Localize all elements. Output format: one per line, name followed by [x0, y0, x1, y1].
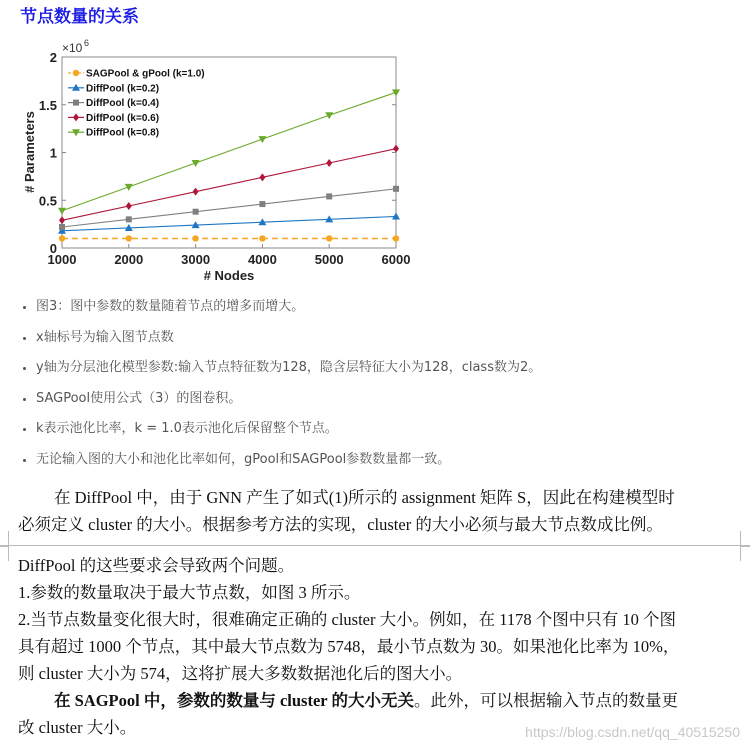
page-break-divider: [0, 545, 750, 546]
svg-text:DiffPool (k=0.8): DiffPool (k=0.8): [86, 127, 160, 139]
svg-text:5000: 5000: [314, 252, 344, 267]
paragraph-line: 1.参数的数量取决于最大节点数，如图 3 所示。: [18, 583, 361, 602]
svg-text:6000: 6000: [381, 252, 411, 267]
svg-text:1.5: 1.5: [38, 97, 57, 113]
page-corner-mark: [0, 546, 9, 561]
svg-text:2000: 2000: [114, 252, 144, 267]
diffpool-paragraph: [18, 484, 738, 538]
paragraph-line: 具有超过 1000 个节点，其中最大节点数为 5748，最小节点数为 30。如果池化比率为 10%，: [18, 637, 680, 656]
svg-text:DiffPool (k=0.6): DiffPool (k=0.6): [86, 112, 160, 124]
paragraph-line: 改 cluster 大小。: [18, 718, 137, 737]
svg-text:1000: 1000: [47, 252, 77, 267]
svg-text:3000: 3000: [181, 252, 211, 267]
note-item: • x轴标号为输入图节点数: [36, 327, 541, 358]
note-item: • y轴为分层池化模型参数:输入节点特征数为128，隐含层特征大小为128，class数为2。: [36, 357, 541, 388]
chart-axes: [22, 38, 410, 283]
svg-text:# Nodes: # Nodes: [203, 268, 255, 283]
bold-statement: 在 SAGPool 中，参数的数量与 cluster 的大小无关: [54, 691, 414, 710]
note-item: • SAGPool使用公式（3）的图卷积。: [36, 388, 541, 419]
svg-text:DiffPool (k=0.2): DiffPool (k=0.2): [86, 83, 160, 95]
problems-paragraph: [18, 552, 743, 741]
figure-notes-list: [20, 296, 541, 479]
paragraph-line: 必须定义 cluster 的大小。根据参考方法的实现，cluster 的大小必须与最大节点数成比例。: [18, 515, 663, 534]
paragraph-line: [18, 687, 743, 714]
page-corner-mark: [0, 531, 9, 546]
svg-text:6: 6: [84, 38, 90, 48]
svg-text:×10: ×10: [62, 41, 83, 55]
note-item: • k表示池化比率，k = 1.0表示池化后保留整个节点。: [36, 418, 541, 449]
paragraph-line: 则 cluster 大小为 574，这将扩展大多数数据池化后的图大小。: [18, 664, 463, 683]
watermark: https://blog.csdn.net/qq_40515250: [525, 724, 740, 740]
svg-text:0: 0: [49, 241, 57, 256]
statement-rest: 。此外，可以根据输入节点的数量更: [413, 691, 678, 710]
note-item: • 无论输入图的大小和池化比率如何，gPool和SAGPool参数数量都一致。: [36, 449, 541, 480]
svg-text:1: 1: [49, 145, 57, 161]
paragraph-line: 在 DiffPool 中，由于 GNN 产生了如式(1)所示的 assignment 矩阵 S，因此在构建模型时: [54, 488, 675, 507]
svg-text:DiffPool (k=0.4): DiffPool (k=0.4): [86, 98, 160, 110]
svg-text:0.5: 0.5: [38, 193, 57, 209]
paragraph-line: 2.当节点数量变化很大时，很难确定正确的 cluster 大小。例如，在 1178 个图中只有 10 个图: [18, 610, 676, 629]
svg-text:4000: 4000: [247, 252, 277, 267]
svg-text:SAGPool & gPool (k=1.0): SAGPool & gPool (k=1.0): [86, 68, 205, 80]
section-title: 节点数量的关系: [20, 7, 139, 27]
parameters-vs-nodes-chart: [0, 30, 430, 290]
svg-text:# Parameters: # Parameters: [22, 111, 37, 193]
paragraph-line: DiffPool 的这些要求会导致两个问题。: [18, 556, 295, 575]
svg-text:2: 2: [49, 50, 57, 65]
page-corner-mark: [740, 531, 750, 546]
note-item: • 图3：图中参数的数量随着节点的增多而增大。: [36, 296, 541, 327]
